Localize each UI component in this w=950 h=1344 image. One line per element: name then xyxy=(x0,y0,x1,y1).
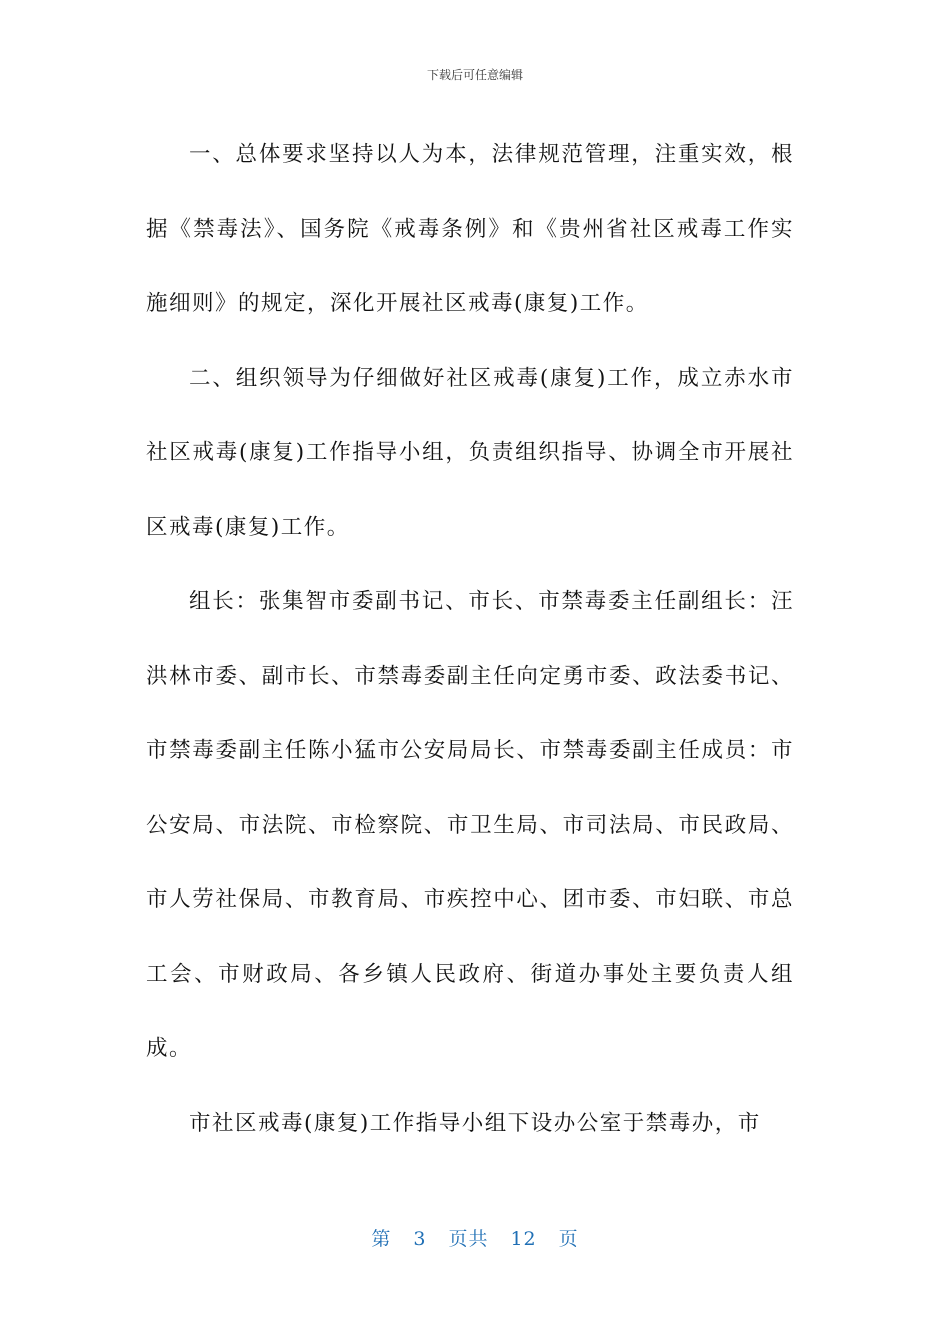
page-suffix: 页 xyxy=(558,1228,579,1250)
paragraph-general-requirements: 一、总体要求坚持以人为本，法律规范管理，注重实效，根据《禁毒法》、国务院《戒毒条例》和《贵州省社区戒毒工作实施细则》的规定，深化开展社区戒毒(康复)工作。 xyxy=(146,142,794,316)
page-middle: 页共 xyxy=(448,1228,489,1250)
current-page-number: 3 xyxy=(413,1228,427,1250)
header-note: 下载后可任意编辑 xyxy=(426,68,523,82)
page-footer xyxy=(0,1224,950,1251)
paragraph-organization: 二、组织领导为仔细做好社区戒毒(康复)工作，成立赤水市社区戒毒(康复)工作指导小组，负责组织指导、协调全市开展社区戒毒(康复)工作。 xyxy=(146,365,794,540)
page-prefix: 第 xyxy=(371,1228,392,1250)
total-pages-number: 12 xyxy=(510,1228,537,1250)
paragraph-office: 市社区戒毒(康复)工作指导小组下设办公室于禁毒办，市 xyxy=(189,1110,761,1136)
document-body xyxy=(146,118,794,1161)
paragraph-members: 组长：张集智市委副书记、市长、市禁毒委主任副组长：汪洪林市委、副市长、市禁毒委副主任向定勇市委、政法委书记、市禁毒委副主任陈小猛市公安局局长、市禁毒委副主任成员：市公安局、市法院、市检察院、市卫生局、市司法局、市民政局、市人劳社保局、市教育局、市疾控中心、团市委、市妇联、市总工会、市财政局、各乡镇人民政府、街道办事处主要负责人组成。 xyxy=(146,589,794,1061)
